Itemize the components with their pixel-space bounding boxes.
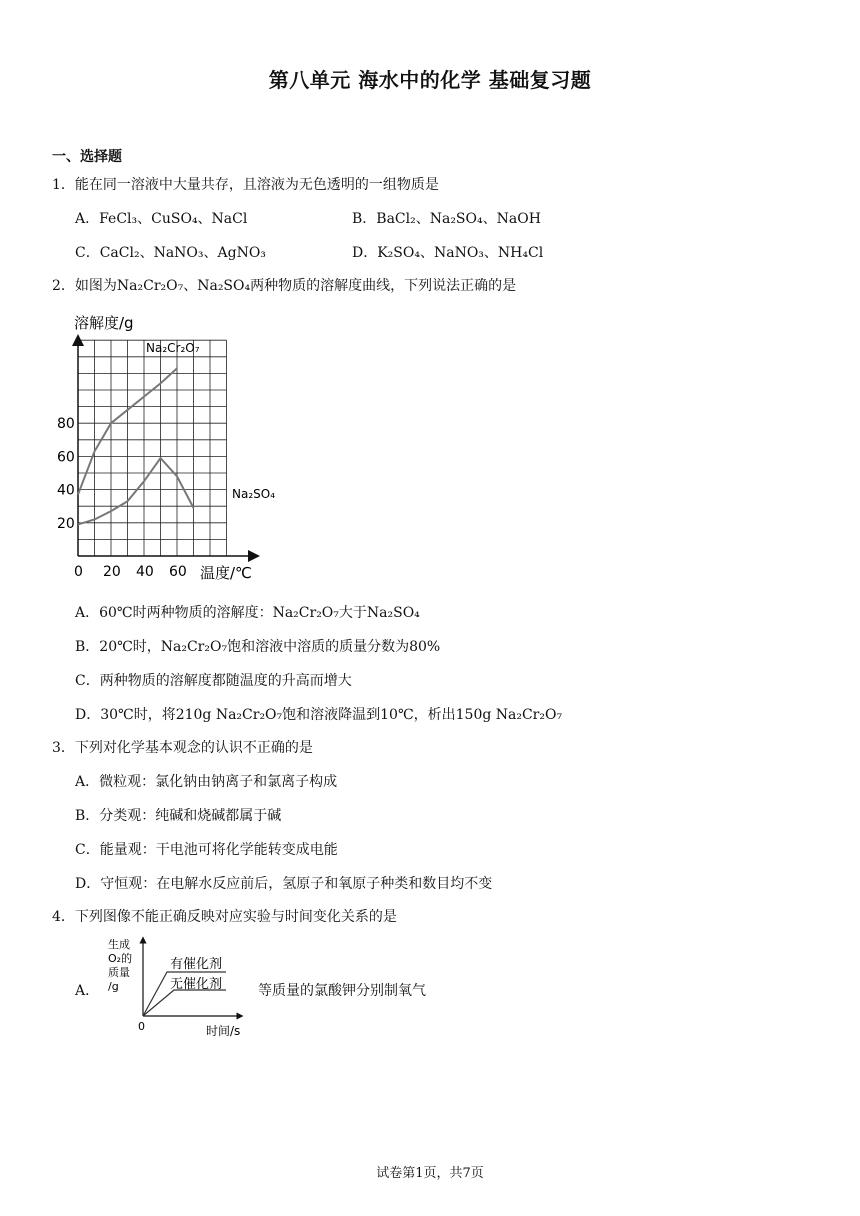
question-1-option-a[interactable]: A．FeCl₃、CuSO₄、NaCl bbox=[75, 211, 248, 227]
x-tick-label: 20 bbox=[103, 564, 121, 580]
mini-ylabel-line-4: /g bbox=[108, 980, 119, 993]
question-4-option-a[interactable]: 等质量的氯酸钾分别制氧气 bbox=[258, 983, 426, 999]
y-tick-label: 60 bbox=[57, 449, 75, 466]
series-line-na2so4 bbox=[78, 458, 194, 524]
mini-series-label-no-catalyst: 无催化剂 bbox=[170, 977, 223, 992]
mini-series-label-catalyst: 有催化剂 bbox=[170, 957, 223, 972]
section-heading: 一、选择题 bbox=[52, 149, 122, 165]
question-4-option-a-label[interactable]: A． bbox=[75, 983, 100, 999]
y-tick-label: 40 bbox=[57, 482, 75, 499]
question-2-option-d[interactable]: D．30℃时，将210g Na₂Cr₂O₇饱和溶液降温到10℃，析出150g Na₂Cr₂O₇ bbox=[75, 707, 563, 723]
mini-origin-label: 0 bbox=[138, 1020, 145, 1033]
question-4-stem: 4．下列图像不能正确反映对应实验与时间变化关系的是 bbox=[52, 909, 397, 925]
x-tick-label: 0 bbox=[74, 564, 83, 580]
page-footer: 试卷第1页，共7页 bbox=[376, 1166, 484, 1181]
x-tick-label: 60 bbox=[169, 564, 187, 580]
question-2-stem: 2．如图为Na₂Cr₂O₇、Na₂SO₄两种物质的溶解度曲线，下列说法正确的是 bbox=[52, 278, 517, 294]
question-3-option-a[interactable]: A．微粒观：氯化钠由钠离子和氯离子构成 bbox=[75, 774, 338, 790]
oxygen-mini-chart bbox=[100, 932, 250, 1040]
question-2-option-a[interactable]: A．60℃时两种物质的溶解度：Na₂Cr₂O₇大于Na₂SO₄ bbox=[75, 605, 420, 621]
mini-xlabel: 时间/s bbox=[206, 1024, 241, 1038]
question-2-option-c[interactable]: C．两种物质的溶解度都随温度的升高而增大 bbox=[75, 673, 352, 689]
page-title: 第八单元 海水中的化学 基础复习题 bbox=[268, 68, 592, 92]
mini-ylabel-line-1: 生成 bbox=[108, 938, 130, 951]
x-axis-label: 温度/℃ bbox=[200, 564, 252, 582]
y-tick-label: 20 bbox=[57, 515, 75, 532]
y-tick-label: 80 bbox=[57, 416, 75, 433]
series-label-na2so4: Na₂SO₄ bbox=[232, 487, 276, 501]
series-label-na2cr2o7: Na₂Cr₂O₇ bbox=[146, 341, 200, 355]
y-axis-label: 溶解度/g bbox=[74, 314, 134, 332]
question-1-option-d[interactable]: D．K₂SO₄、NaNO₃、NH₄Cl bbox=[352, 245, 544, 261]
question-3-option-d[interactable]: D．守恒观：在电解水反应前后，氢原子和氧原子种类和数目均不变 bbox=[75, 876, 493, 892]
question-3-option-b[interactable]: B．分类观：纯碱和烧碱都属于碱 bbox=[75, 808, 282, 824]
question-1-option-b[interactable]: B．BaCl₂、Na₂SO₄、NaOH bbox=[352, 211, 541, 227]
question-3-option-c[interactable]: C．能量观：干电池可将化学能转变成电能 bbox=[75, 842, 338, 858]
x-tick-label: 40 bbox=[136, 564, 154, 580]
question-2-option-b[interactable]: B．20℃时，Na₂Cr₂O₇饱和溶液中溶质的质量分数为80% bbox=[75, 639, 441, 655]
mini-ylabel-line-3: 质量 bbox=[108, 966, 130, 979]
solubility-chart bbox=[48, 308, 308, 586]
question-1-stem: 1．能在同一溶液中大量共存，且溶液为无色透明的一组物质是 bbox=[52, 177, 439, 193]
question-3-stem: 3．下列对化学基本观念的认识不正确的是 bbox=[52, 740, 313, 756]
mini-ylabel-line-2: O₂的 bbox=[108, 952, 133, 965]
question-1-option-c[interactable]: C．CaCl₂、NaNO₃、AgNO₃ bbox=[75, 245, 266, 261]
